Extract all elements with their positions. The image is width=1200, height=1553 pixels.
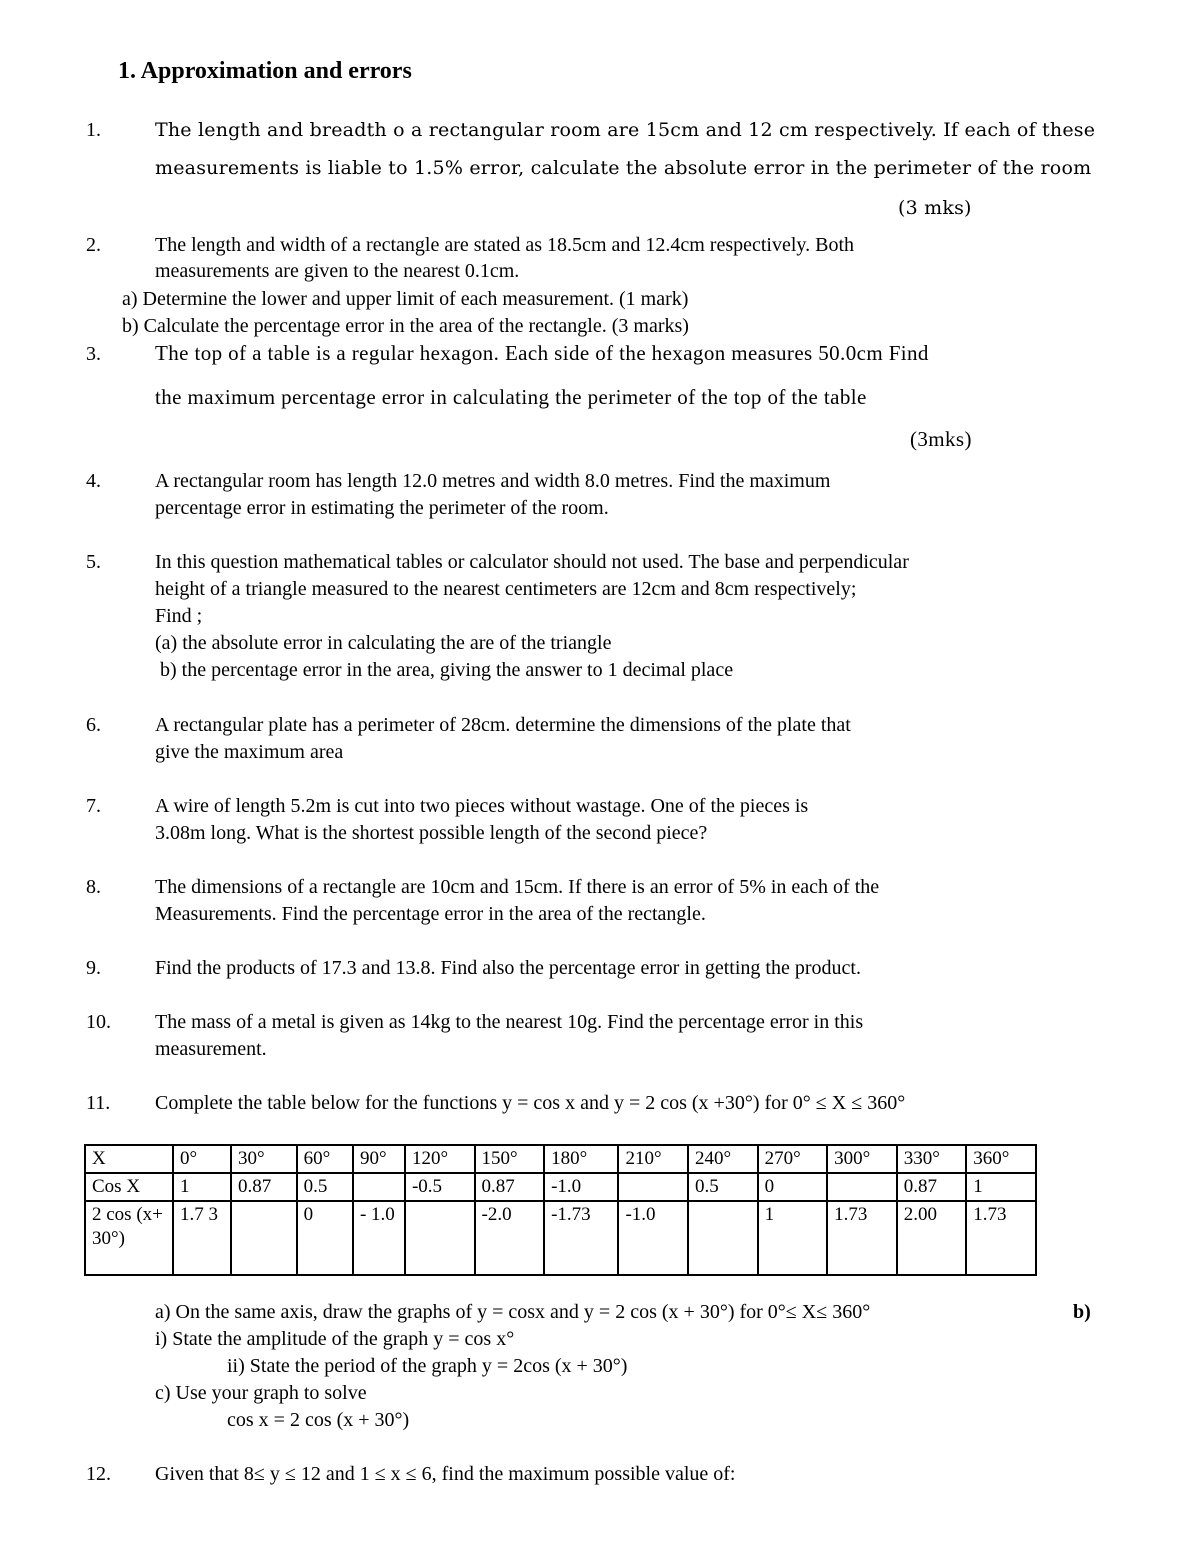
question-text: The top of a table is a regular hexagon. Each side of the hexagon measures 50.0cm Find [155,341,929,365]
table-cell: 360° [966,1145,1036,1173]
question-number: 4. [86,470,101,492]
question-text: percentage error in estimating the perimeter of the room. [155,497,609,519]
marks-label: (3mks) [910,427,972,451]
sub-question: ii) State the period of the graph y = 2cos (x + 30°) [227,1355,628,1377]
table-cell: 150° [475,1145,545,1173]
question-number: 6. [86,714,101,736]
marks-label: (3 mks) [898,197,972,219]
table-cell [405,1201,475,1275]
question-text: The length and width of a rectangle are stated as 18.5cm and 12.4cm respectively. Both [155,234,855,256]
table-cell: X [85,1145,173,1173]
question-text: measurement. [155,1038,267,1060]
question-text: give the maximum area [155,741,344,763]
table-cell: 180° [544,1145,618,1173]
question-text: Complete the table below for the functions y = cos x and y = 2 cos (x +30°) for 0° ≤ X ≤ 360° [155,1092,906,1114]
table-cell: 0° [173,1145,231,1173]
table-cell: 2.00 [897,1201,967,1275]
sub-question-label: b) [1073,1301,1091,1323]
table-cell: -0.5 [405,1173,475,1201]
table-cell: 1 [758,1201,828,1275]
table-cell [688,1201,758,1275]
page-title: 1. Approximation and errors [118,58,412,84]
question-text: The dimensions of a rectangle are 10cm and 15cm. If there is an error of 5% in each of the [155,876,880,898]
table-cell: 1 [966,1173,1036,1201]
table-cell [353,1173,405,1201]
table-cell: 2 cos (x+ 30°) [85,1201,173,1275]
question-number: 7. [86,795,101,817]
question-text: In this question mathematical tables or calculator should not used. The base and perpendicular [155,551,909,573]
table-cell: 1.73 [966,1201,1036,1275]
table-cell: 0.5 [688,1173,758,1201]
question-number: 11. [86,1092,111,1114]
table-row [85,1173,1036,1201]
question-text: 3.08m long. What is the shortest possible length of the second piece? [155,822,708,844]
question-text: A wire of length 5.2m is cut into two pieces without wastage. One of the pieces is [155,795,809,817]
table-cell: 240° [688,1145,758,1173]
table-cell: 120° [405,1145,475,1173]
question-text: The length and breadth o a rectangular room are 15cm and 12 cm respectively. If each of these [155,119,1096,141]
table-cell: 0.87 [231,1173,297,1201]
table-cell: -1.0 [544,1173,618,1201]
question-text: Measurements. Find the percentage error in the area of the rectangle. [155,903,706,925]
sub-question: b) the percentage error in the area, giving the answer to 1 decimal place [160,659,734,681]
table-cell: 300° [827,1145,897,1173]
sub-question: a) On the same axis, draw the graphs of y = cosx and y = 2 cos (x + 30°) for 0°≤ X≤ 360° [155,1301,871,1323]
table-cell: 0 [758,1173,828,1201]
question-text: A rectangular plate has a perimeter of 28cm. determine the dimensions of the plate that [155,714,851,736]
table-cell [231,1201,297,1275]
question-number: 12. [86,1463,111,1485]
table-cell: 0.87 [475,1173,545,1201]
table-cell: 270° [758,1145,828,1173]
table-cell: 0.5 [297,1173,353,1201]
table-cell: 60° [297,1145,353,1173]
table-cell: - 1.0 [353,1201,405,1275]
table-cell [827,1173,897,1201]
question-text: height of a triangle measured to the nearest centimeters are 12cm and 8cm respectively; [155,578,857,600]
question-number: 1. [86,119,101,141]
question-text: Find ; [155,605,203,627]
table-cell: 30° [231,1145,297,1173]
table-cell: 1 [173,1173,231,1201]
table-cell: Cos X [85,1173,173,1201]
sub-question: a) Determine the lower and upper limit of each measurement. (1 mark) [122,288,689,310]
table-cell: -1.0 [618,1201,688,1275]
question-text: The mass of a metal is given as 14kg to the nearest 10g. Find the percentage error in this [155,1011,864,1033]
table-row [85,1201,1036,1275]
table-cell: 0 [297,1201,353,1275]
question-text: measurements are given to the nearest 0.1cm. [155,260,520,282]
question-number: 10. [86,1011,111,1033]
question-text: Given that 8≤ y ≤ 12 and 1 ≤ x ≤ 6, find the maximum possible value of: [155,1463,736,1485]
question-text: measurements is liable to 1.5% error, calculate the absolute error in the perimeter of the room [155,157,1092,179]
table-cell: 330° [897,1145,967,1173]
table-cell: 0.87 [897,1173,967,1201]
question-number: 9. [86,957,101,979]
question-text: A rectangular room has length 12.0 metres and width 8.0 metres. Find the maximum [155,470,831,492]
sub-question: i) State the amplitude of the graph y = cos x° [155,1328,515,1350]
sub-question: (a) the absolute error in calculating the are of the triangle [155,632,612,654]
table-cell: 90° [353,1145,405,1173]
question-number: 2. [86,234,101,256]
equation: cos x = 2 cos (x + 30°) [227,1409,410,1431]
sub-question: c) Use your graph to solve [155,1382,367,1404]
table-row [85,1145,1036,1173]
table-cell: 210° [618,1145,688,1173]
table-cell [618,1173,688,1201]
values-table [84,1144,1037,1276]
table-cell: 1.7 3 [173,1201,231,1275]
question-text: Find the products of 17.3 and 13.8. Find also the percentage error in getting the product. [155,957,861,979]
table-cell: -2.0 [475,1201,545,1275]
question-text: the maximum percentage error in calculating the perimeter of the top of the table [155,385,867,409]
sub-question: b) Calculate the percentage error in the area of the rectangle. (3 marks) [122,315,689,337]
table-cell: -1.73 [544,1201,618,1275]
question-number: 5. [86,551,101,573]
question-number: 3. [86,343,101,365]
table-cell: 1.73 [827,1201,897,1275]
question-number: 8. [86,876,101,898]
